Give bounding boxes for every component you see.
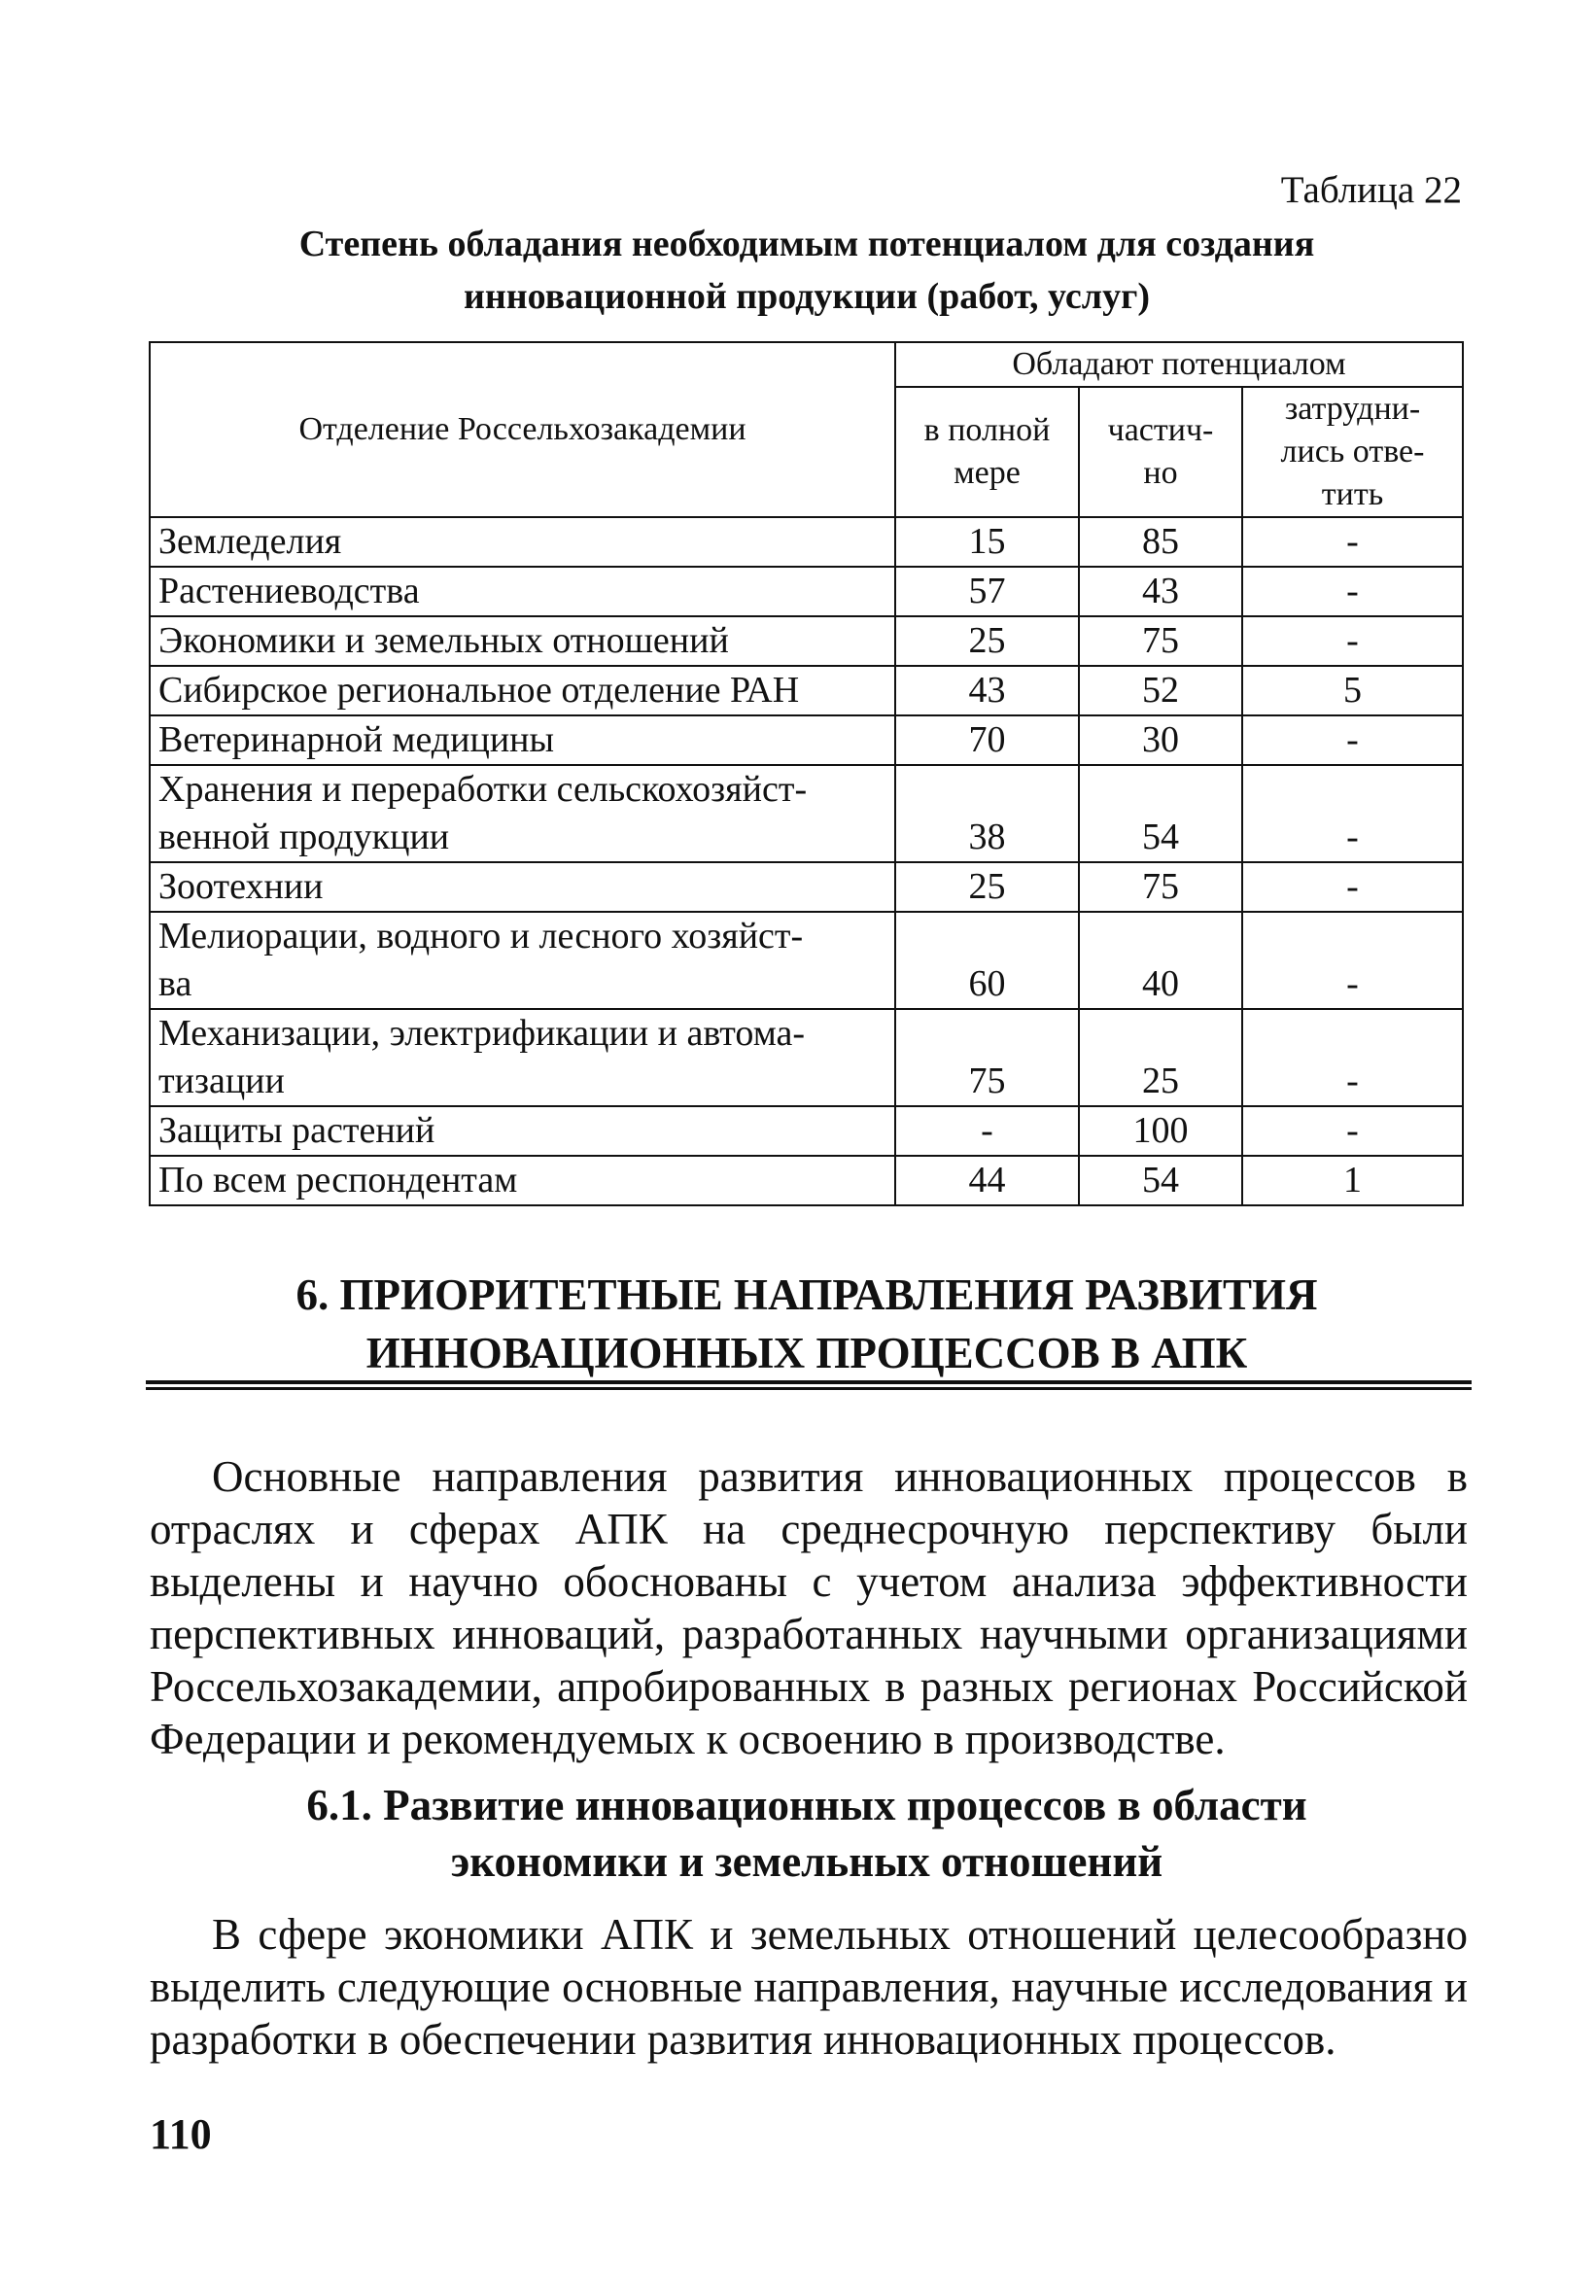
row-undecided: -: [1242, 862, 1463, 912]
header-fully-line-1: в полной: [923, 412, 1051, 448]
subsection-heading-line-1: 6.1. Развитие инновационных процессов в области: [306, 1781, 1307, 1829]
header-undecided-line-2: лись отве-: [1280, 434, 1425, 470]
row-fully: 60: [895, 912, 1079, 1009]
table-label: Таблица 22: [1280, 169, 1462, 211]
row-undecided: -: [1242, 567, 1463, 616]
row-name: [150, 912, 895, 1009]
row-partially: 30: [1079, 715, 1242, 765]
heading-double-rule: [146, 1380, 1472, 1390]
row-fully: 75: [895, 1009, 1079, 1106]
table-title-line-2: инновационной продукции (работ, услуг): [464, 276, 1150, 317]
section-heading: [146, 1266, 1468, 1382]
table-title-line-1: Степень обладания необходимым потенциалом для создания: [298, 224, 1315, 264]
row-fully: -: [895, 1106, 1079, 1156]
row-partially: 85: [1079, 517, 1242, 567]
row-name: [150, 1009, 895, 1106]
table-row: [150, 567, 1463, 616]
row-name: Экономики и земельных отношений: [150, 616, 895, 666]
row-undecided: -: [1242, 1106, 1463, 1156]
row-undecided: -: [1242, 1009, 1463, 1106]
table-row: [150, 862, 1463, 912]
table-row: [150, 666, 1463, 715]
row-fully: 25: [895, 862, 1079, 912]
page-number: 110: [150, 2110, 212, 2158]
row-undecided: -: [1242, 765, 1463, 862]
table-row: [150, 517, 1463, 567]
row-partially: 75: [1079, 862, 1242, 912]
row-name-line-1: Хранения и переработки сельскохозяйст-: [158, 769, 808, 810]
row-fully: 43: [895, 666, 1079, 715]
header-partially-line-1: частич-: [1107, 412, 1214, 448]
row-fully: 57: [895, 567, 1079, 616]
row-name: [150, 765, 895, 862]
table-row: [150, 1009, 1463, 1106]
section-paragraph: Основные направления развития инновационных процессов в отраслях и сферах АПК на среднесрочную перспективу были выделены и научно обоснованы с учетом анализа эффективности перспективных инноваций, разработанных научными организациями Россельхозакадемии, апробированных в разных регионах Российской Федерации и рекомендуемых к освоению в производстве.: [150, 1452, 1468, 1763]
row-partially: 100: [1079, 1106, 1242, 1156]
row-name: Ветеринарной медицины: [150, 715, 895, 765]
header-fully: [895, 387, 1079, 517]
header-has-potential: Обладают потенциалом: [895, 342, 1463, 387]
header-partially-line-2: но: [1143, 455, 1178, 491]
row-name: Сибирское региональное отделение РАН: [150, 666, 895, 715]
row-undecided: -: [1242, 912, 1463, 1009]
header-partially: [1079, 387, 1242, 517]
table-row: [150, 715, 1463, 765]
row-name-line-2: тизации: [158, 1061, 285, 1101]
row-name: По всем респондентам: [150, 1156, 895, 1205]
table-row: [150, 765, 1463, 862]
subsection-paragraph: В сфере экономики АПК и земельных отношений целесообразно выделить следующие основные направления, научные исследования и разработки в обеспечении развития инновационных процессов.: [150, 1910, 1468, 2064]
row-name: Защиты растений: [150, 1106, 895, 1156]
row-name: Растениеводства: [150, 567, 895, 616]
row-partially: 40: [1079, 912, 1242, 1009]
table-row: [150, 912, 1463, 1009]
table-row: [150, 1106, 1463, 1156]
row-name-line-2: ва: [158, 963, 192, 1004]
row-partially: 54: [1079, 765, 1242, 862]
header-department: Отделение Россельхозакадемии: [150, 342, 895, 517]
row-fully: 15: [895, 517, 1079, 567]
row-partially: 75: [1079, 616, 1242, 666]
row-undecided: -: [1242, 715, 1463, 765]
row-name: Земледелия: [150, 517, 895, 567]
header-undecided-line-3: тить: [1321, 476, 1384, 512]
row-undecided: 1: [1242, 1156, 1463, 1205]
subsection-heading: [146, 1777, 1468, 1890]
section-heading-line-1: 6. ПРИОРИТЕТНЫЕ НАПРАВЛЕНИЯ РАЗВИТИЯ: [295, 1270, 1318, 1319]
row-name-line-2: венной продукции: [158, 817, 450, 857]
header-undecided: [1242, 387, 1463, 517]
row-undecided: 5: [1242, 666, 1463, 715]
row-fully: 25: [895, 616, 1079, 666]
row-fully: 70: [895, 715, 1079, 765]
header-undecided-line-1: затрудни-: [1284, 391, 1421, 427]
potential-table: [149, 341, 1464, 1206]
row-partially: 25: [1079, 1009, 1242, 1106]
section-heading-line-2: ИННОВАЦИОННЫХ ПРОЦЕССОВ В АПК: [365, 1329, 1248, 1377]
row-fully: 38: [895, 765, 1079, 862]
row-name-line-1: Мелиорации, водного и лесного хозяйст-: [158, 916, 804, 957]
row-undecided: -: [1242, 517, 1463, 567]
subsection-heading-line-2: экономики и земельных отношений: [450, 1837, 1163, 1886]
row-name: Зоотехнии: [150, 862, 895, 912]
table-row: [150, 616, 1463, 666]
table-title: [146, 218, 1468, 323]
row-partially: 43: [1079, 567, 1242, 616]
row-name-line-1: Механизации, электрификации и автома-: [158, 1013, 805, 1054]
row-undecided: -: [1242, 616, 1463, 666]
row-partially: 54: [1079, 1156, 1242, 1205]
row-partially: 52: [1079, 666, 1242, 715]
row-fully: 44: [895, 1156, 1079, 1205]
table-row-total: [150, 1156, 1463, 1205]
header-fully-line-2: мере: [954, 455, 1021, 491]
